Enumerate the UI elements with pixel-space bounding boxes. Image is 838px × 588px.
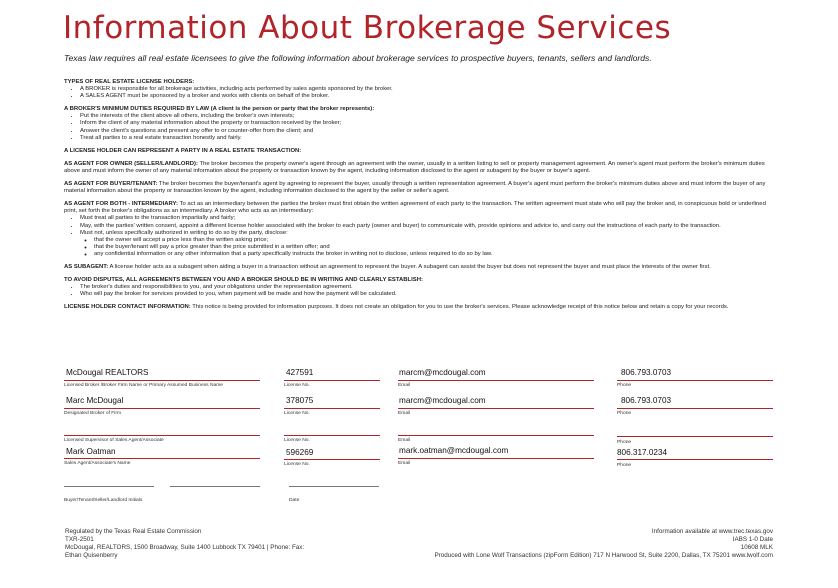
broker-license-line: [284, 380, 380, 381]
sales-agent-phone-label: Phone: [617, 463, 632, 468]
sales-agent-name-line: [64, 458, 260, 459]
initials-line-1[interactable]: [64, 486, 154, 487]
broker-license-label: License No.: [284, 383, 310, 388]
sales-agent-email-field[interactable]: mark.oatman@mcdougal.com: [399, 446, 509, 455]
list-item: [80, 230, 774, 258]
designated-email-line: [398, 408, 594, 409]
broker-firm-name-field[interactable]: McDougal REALTORS: [66, 368, 149, 377]
sales-agent-email-label: Email: [398, 461, 411, 466]
sales-agent-license-field[interactable]: 596269: [286, 448, 314, 457]
document-subtitle: Texas law requires all real estate licensees to give the following information about brokerage services to prospective buyers, tenants, sellers and landlords.: [64, 53, 652, 63]
document-title: Information About Brokerage Services: [63, 10, 672, 46]
footer-office-address: McDougal, REALTORS, 1500 Broadway, Suite 1400 Lubbock TX 79401 | Phone: Fax:: [65, 544, 305, 551]
supervisor-email-line: [398, 435, 594, 436]
sales-agent-name-field[interactable]: Mark Oatman: [66, 447, 116, 456]
broker-email-field[interactable]: marcm@mcdougal.com: [399, 368, 486, 377]
intermediary-list: [64, 215, 774, 258]
contact-paragraph: [64, 304, 774, 311]
designated-email-field[interactable]: marcm@mcdougal.com: [399, 396, 486, 405]
duties-heading: A BROKER'S MINIMUM DUTIES REQUIRED BY LAW (A client is the person or party that the broker represents):: [64, 106, 375, 113]
sales-agent-license-line: [284, 459, 380, 460]
designated-phone-line: [617, 408, 773, 409]
designated-license-label: License No.: [284, 411, 310, 416]
sales-agent-phone-line: [617, 459, 773, 460]
footer-mlk: 10608 MLK: [740, 544, 773, 551]
buyer-paragraph: [64, 181, 774, 195]
types-heading: TYPES OF REAL ESTATE LICENSE HOLDERS:: [64, 79, 195, 85]
list-item: • Must treat all parties to the transaction impartially and fairly;: [80, 215, 774, 222]
list-item: • Put the interests of the client above all others, including the broker's own interests;: [80, 113, 774, 120]
footer-form-code: TXR-2501: [65, 536, 94, 543]
owner-text: The broker becomes the property owner's agent through an agreement with the owner, usually in a written listing to sell or property management agreement. An owner's agent must perform the broker's minimum duties above and must inform the owner of any material information about the property or transaction known by the agent, including information disclosed to the agent or subagent by the buyer or buyer's agent.: [64, 160, 765, 174]
list-item: • Treat all parties to a real estate transaction honestly and fairly.: [80, 135, 774, 142]
owner-paragraph: [64, 161, 774, 175]
footer-regulator: Regulated by the Texas Real Estate Commission: [65, 528, 202, 535]
list-item: • A SALES AGENT must be sponsored by a broker and works with clients on behalf of the broker.: [80, 93, 774, 100]
designated-email-label: Email: [398, 411, 411, 416]
designated-phone-label: Phone: [617, 411, 632, 416]
broker-license-field[interactable]: 427591: [286, 368, 314, 377]
subagent-paragraph: [64, 264, 774, 271]
sublist-item: ◦ that the owner will accept a price less than the written asking price;: [94, 237, 774, 244]
subagent-heading: AS SUBAGENT:: [64, 263, 109, 270]
list-item: • May, with the parties' written consent, appoint a different license holder associated with the broker to each party (owner and buyer) to communicate with, provide opinions and advice to, and carry out the instructions of each party to the transaction.: [80, 223, 774, 230]
designated-broker-line: [64, 408, 260, 409]
intermediary-text: To act as an intermediary between the parties the broker must first obtain the written agreement of each party to the transaction. The written agreement must state who will pay the broker and, in conspicuous bold or underlined print, set forth the broker's obligations as an intermediary. A broker who acts as an intermediary:: [64, 201, 766, 215]
list-item: • Answer the client's questions and present any offer to or counter-offer from the client; and: [80, 128, 774, 135]
disputes-heading: TO AVOID DISPUTES, ALL AGREEMENTS BETWEEN YOU AND A BROKER SHOULD BE IN WRITING AND CLEARLY ESTABLISH:: [64, 277, 423, 284]
list-item: • The broker's duties and responsibilities to you, and your obligations under the representation agreement.: [80, 284, 774, 291]
broker-phone-field[interactable]: 806.793.0703: [621, 368, 672, 377]
duties-list: [64, 113, 774, 141]
sublist-item: ◦ that the buyer/tenant will pay a price greater than the price submitted in a written offer; and: [94, 244, 774, 251]
contact-text: This notice is being provided for information purposes. It does not create an obligation for you to use the broker's services. Please acknowledge receipt of this notice below and retain a copy for your records.: [192, 304, 729, 311]
intermediary-paragraph: [64, 201, 774, 215]
footer-right: [434, 528, 773, 560]
disputes-list: [64, 284, 774, 298]
footer-agent-name: Ethan Quisenberry: [65, 552, 118, 559]
supervisor-email-label: Email: [398, 438, 411, 443]
intermediary-heading: AS AGENT FOR BOTH - INTERMEDIARY:: [64, 201, 178, 208]
footer-info-link: Information available at www.trec.texas.gov: [651, 528, 773, 535]
designated-phone-field[interactable]: 806.793.0703: [621, 396, 672, 405]
list-item: • A BROKER is responsible for all brokerage activities, including acts performed by sales agents sponsored by the broker.: [80, 86, 774, 93]
contact-heading: LICENSE HOLDER CONTACT INFORMATION:: [64, 304, 191, 311]
broker-firm-name-line: [64, 380, 260, 381]
supervisor-phone-line: [617, 436, 773, 437]
designated-license-field[interactable]: 378075: [286, 396, 314, 405]
broker-firm-name-label: Licensed Broker /Broker Firm Name or Primary Assumed Business Name: [64, 383, 223, 388]
broker-email-line: [398, 380, 594, 381]
initials-line-2[interactable]: [170, 486, 260, 487]
broker-phone-line: [617, 380, 773, 381]
designated-broker-label: Designated Broker of Firm: [64, 411, 122, 416]
list-item-text: Must not, unless specifically authorized in writing to do so by the party, disclose:: [80, 229, 288, 236]
date-label: Date: [289, 498, 300, 503]
date-line[interactable]: [289, 486, 379, 487]
broker-phone-label: Phone: [617, 383, 632, 388]
designated-broker-field[interactable]: Marc McDougal: [66, 396, 124, 405]
footer-left: [65, 528, 304, 560]
supervisor-line: [64, 435, 260, 436]
list-item: • Inform the client of any material information about the property or transaction received by the broker;: [80, 120, 774, 127]
initials-label: Buyer/Tenant/Seller/Landlord Initials: [64, 498, 143, 503]
buyer-text: The broker becomes the buyer/tenant's agent by agreeing to represent the buyer, usually through a written representation agreement. A buyer's agent must perform the broker's minimum duties above and must inform the buyer of any material information about the property or transaction known by the agent, including information disclosed to the agent by the seller or seller's agent.: [64, 181, 766, 195]
document-body: [64, 79, 774, 311]
owner-heading: AS AGENT FOR OWNER (SELLER/LANDLORD):: [64, 160, 198, 167]
supervisor-license-line: [284, 435, 380, 436]
sales-agent-license-label: License No.: [284, 462, 310, 467]
subagent-text: A license holder acts as a subagent when aiding a buyer in a transaction without an agreement to represent the buyer. A subagent can assist the buyer but does not represent the buyer and must place the interests of the owner first.: [109, 263, 711, 270]
footer-iabs-date: IABS 1-0 Date: [732, 536, 773, 543]
sales-agent-phone-field[interactable]: 806.317.0234: [617, 448, 668, 457]
types-list: [64, 86, 774, 100]
sales-agent-name-label: Sales Agent/Associate's Name: [64, 461, 131, 466]
represent-heading: A LICENSE HOLDER CAN REPRESENT A PARTY IN A REAL ESTATE TRANSACTION:: [64, 147, 302, 154]
sublist-item: ◦ any confidential information or any other information that a party specifically instructs the broker in writing not to disclose, unless required to do so by law.: [94, 251, 774, 258]
footer-produced-with: Produced with Lone Wolf Transactions (zipForm Edition) 717 N Harwood St, Suite 2200, Dallas, TX 75201 www.lwolf.com: [434, 552, 773, 559]
list-item: • Who will pay the broker for services provided to you, when payment will be made and how the payment will be calculated.: [80, 291, 774, 298]
disclose-sublist: [80, 237, 774, 258]
buyer-heading: AS AGENT FOR BUYER/TENANT:: [64, 181, 158, 188]
supervisor-label: Licensed Supervisor of Sales Agent/Associate: [64, 438, 164, 443]
supervisor-license-label: License No.: [284, 438, 310, 443]
designated-license-line: [284, 408, 380, 409]
supervisor-phone-label: Phone: [617, 440, 632, 445]
broker-email-label: Email: [398, 383, 411, 388]
sales-agent-email-line: [398, 458, 594, 459]
